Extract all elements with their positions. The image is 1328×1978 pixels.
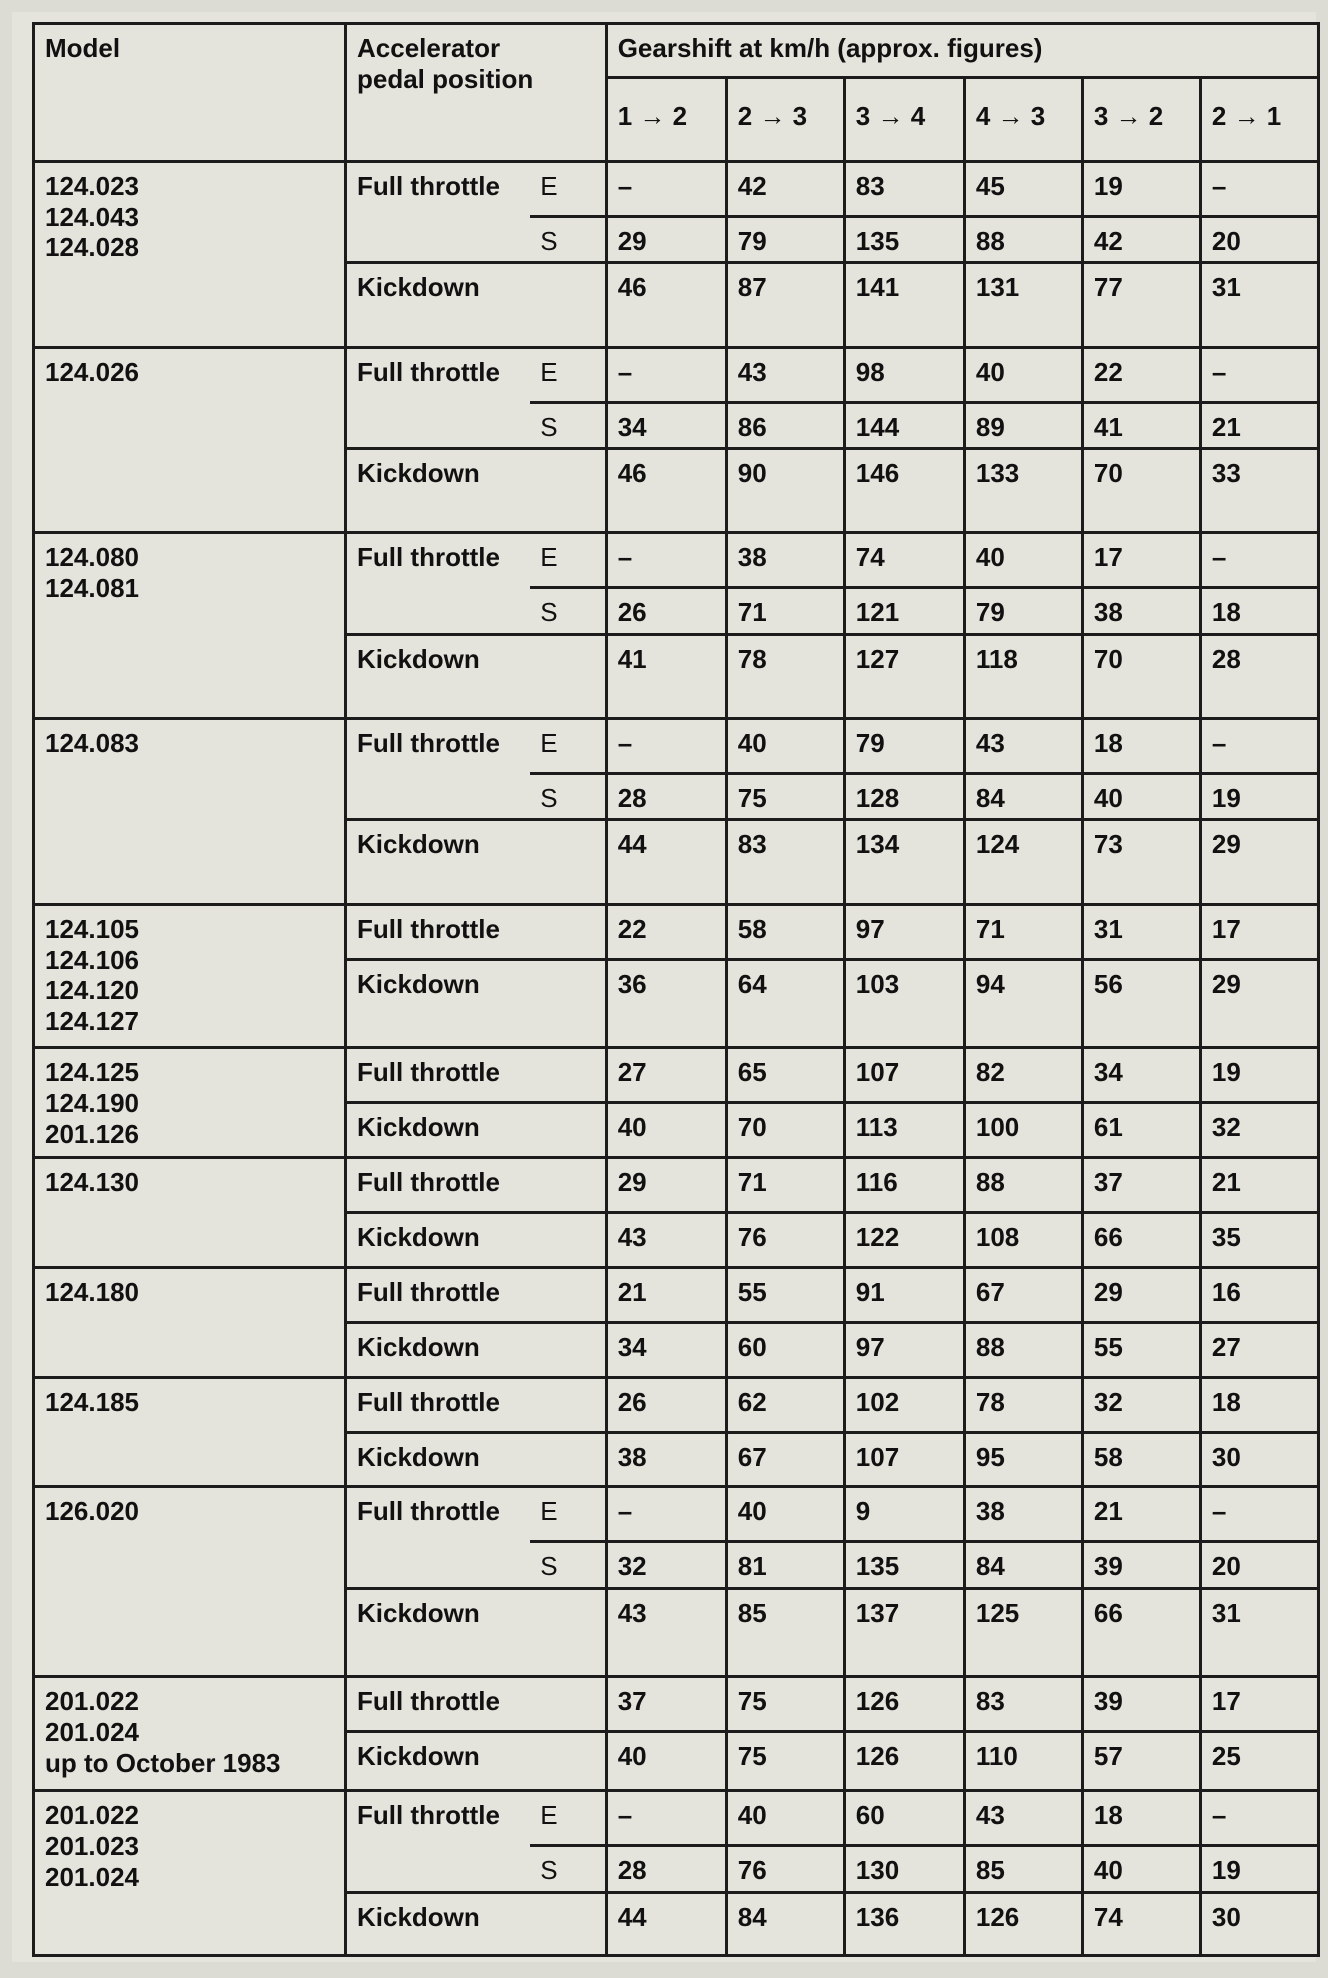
model-number: up to October 1983 [45,1747,281,1778]
mode-cell: S [530,774,606,820]
speed-value: 41 [1082,402,1200,448]
pedal-position-cell: Full throttle [346,1267,607,1322]
model-number: 124.028 [45,232,139,263]
speed-value: 21 [606,1267,726,1322]
header-shift-1-2: 1 → 2 [606,78,726,162]
speed-value: 18 [1082,1791,1200,1846]
model-cell [34,1487,346,1677]
speed-value: 76 [726,1213,844,1268]
speed-value: 116 [844,1158,964,1213]
model-number: 124.043 [45,201,139,232]
speed-value: 102 [844,1377,964,1432]
speed-value: 85 [726,1588,844,1677]
speed-value: 29 [1200,820,1318,904]
speed-value: – [606,1487,726,1542]
speed-value: 103 [844,959,964,1048]
speed-value: 88 [964,1322,1082,1377]
pedal-position-cell: Full throttle [346,1487,531,1588]
speed-value: 66 [1082,1588,1200,1677]
table-row [34,533,1319,588]
speed-value: 62 [726,1377,844,1432]
speed-value: 91 [844,1267,964,1322]
speed-value: 60 [844,1791,964,1846]
speed-value: 98 [844,347,964,402]
speed-value: 79 [964,588,1082,634]
speed-value: 124 [964,820,1082,904]
mode-cell: E [530,1487,606,1542]
speed-value: 108 [964,1213,1082,1268]
speed-value: 146 [844,449,964,533]
speed-value: 83 [726,820,844,904]
table-row [34,1377,1319,1432]
speed-value: 71 [726,588,844,634]
speed-value: 60 [726,1322,844,1377]
speed-value: 29 [1200,959,1318,1048]
speed-value: 75 [726,1732,844,1791]
speed-value: 44 [606,820,726,904]
model-cell [34,904,346,1048]
speed-value: 136 [844,1892,964,1955]
speed-value: 76 [726,1846,844,1892]
table-row [34,1158,1319,1213]
speed-value: 43 [606,1213,726,1268]
table-row [34,1487,1319,1542]
speed-value: 19 [1200,1846,1318,1892]
model-number: 124.125 [45,1057,139,1088]
pedal-position-cell: Full throttle [346,904,607,959]
speed-value: 67 [726,1432,844,1487]
speed-value: 78 [964,1377,1082,1432]
speed-value: 133 [964,449,1082,533]
speed-value: 110 [964,1732,1082,1791]
model-number: 124.180 [45,1276,139,1307]
speed-value: 38 [1082,588,1200,634]
pedal-position-cell: Full throttle [346,1377,607,1432]
mode-cell: S [530,216,606,262]
speed-value: 9 [844,1487,964,1542]
speed-value: 33 [1200,449,1318,533]
speed-value: 85 [964,1846,1082,1892]
table-row [34,1048,1319,1103]
pedal-position-cell: Kickdown [346,1432,607,1487]
speed-value: 40 [1082,774,1200,820]
speed-value: 35 [1200,1213,1318,1268]
speed-value: 38 [964,1487,1082,1542]
pedal-position-cell: Full throttle [346,162,531,263]
speed-value: 42 [726,162,844,217]
speed-value: 40 [726,1791,844,1846]
model-number: 201.126 [45,1118,139,1149]
speed-value: 40 [606,1103,726,1158]
speed-value: 34 [1082,1048,1200,1103]
header-model: Model [34,24,346,162]
speed-value: 31 [1082,904,1200,959]
speed-value: 55 [1082,1322,1200,1377]
speed-value: 37 [1082,1158,1200,1213]
speed-value: 34 [606,1322,726,1377]
speed-value: 42 [1082,216,1200,262]
speed-value: 70 [726,1103,844,1158]
speed-value: 32 [1200,1103,1318,1158]
pedal-position-cell: Kickdown [346,820,607,904]
speed-value: 94 [964,959,1082,1048]
speed-value: 81 [726,1542,844,1588]
pedal-position-cell: Kickdown [346,1732,607,1791]
pedal-position-cell: Full throttle [346,1677,607,1732]
pedal-position-cell: Kickdown [346,1322,607,1377]
table-row [34,162,1319,217]
speed-value: 28 [606,1846,726,1892]
speed-value: – [606,347,726,402]
model-cell [34,1377,346,1487]
model-cell [34,533,346,719]
speed-value: 55 [726,1267,844,1322]
speed-value: 20 [1200,1542,1318,1588]
mode-cell: E [530,347,606,402]
model-number: 124.080 [45,542,139,573]
model-cell [34,162,346,348]
table-row [34,1267,1319,1322]
speed-value: 84 [964,1542,1082,1588]
speed-value: – [606,719,726,774]
pedal-position-cell: Full throttle [346,347,531,448]
speed-value: 88 [964,216,1082,262]
speed-value: 79 [844,719,964,774]
speed-value: 71 [726,1158,844,1213]
model-number: 201.022 [45,1800,139,1831]
speed-value: 75 [726,774,844,820]
model-number: 124.105 [45,913,139,944]
speed-value: 19 [1082,162,1200,217]
model-number: 201.024 [45,1717,139,1747]
speed-value: 22 [1082,347,1200,402]
pedal-position-cell: Full throttle [346,1791,531,1892]
speed-value: 40 [726,1487,844,1542]
speed-value: 46 [606,263,726,347]
speed-value: 126 [964,1892,1082,1955]
speed-value: 97 [844,1322,964,1377]
speed-value: 83 [844,162,964,217]
header-shift-2-3: 2 → 3 [726,78,844,162]
speed-value: – [1200,1487,1318,1542]
speed-value: 77 [1082,263,1200,347]
model-number: 124.190 [45,1088,139,1119]
speed-value: 125 [964,1588,1082,1677]
speed-value: 46 [606,449,726,533]
speed-value: 130 [844,1846,964,1892]
mode-cell: S [530,1846,606,1892]
speed-value: 100 [964,1103,1082,1158]
speed-value: 38 [606,1432,726,1487]
speed-value: 45 [964,162,1082,217]
pedal-position-cell: Kickdown [346,634,607,718]
model-number: 124.127 [45,1005,139,1036]
speed-value: 131 [964,263,1082,347]
speed-value: 79 [726,216,844,262]
speed-value: 121 [844,588,964,634]
speed-value: 18 [1082,719,1200,774]
speed-value: 89 [964,402,1082,448]
speed-value: 70 [1082,634,1200,718]
header-shift-3-2: 3 → 2 [1082,78,1200,162]
speed-value: 141 [844,263,964,347]
speed-value: 20 [1200,216,1318,262]
pedal-position-cell: Full throttle [346,533,531,634]
speed-value: 29 [606,1158,726,1213]
speed-value: 18 [1200,588,1318,634]
pedal-position-cell: Kickdown [346,1892,607,1955]
speed-value: 107 [844,1432,964,1487]
model-number: 126.020 [45,1496,139,1527]
speed-value: 43 [726,347,844,402]
speed-value: 28 [606,774,726,820]
speed-value: 84 [726,1892,844,1955]
speed-value: 84 [964,774,1082,820]
speed-value: 16 [1200,1267,1318,1322]
speed-value: 43 [964,719,1082,774]
speed-value: 65 [726,1048,844,1103]
speed-value: 40 [606,1732,726,1791]
speed-value: 113 [844,1103,964,1158]
speed-value: 78 [726,634,844,718]
model-cell [34,1677,346,1791]
speed-value: 134 [844,820,964,904]
pedal-position-cell: Full throttle [346,719,531,820]
speed-value: 95 [964,1432,1082,1487]
speed-value: 32 [606,1542,726,1588]
speed-value: 29 [606,216,726,262]
pedal-position-cell: Kickdown [346,263,607,347]
header-shift-2-1: 2 → 1 [1200,78,1318,162]
document-page [12,12,1316,1962]
speed-value: 17 [1200,904,1318,959]
mode-cell: E [530,162,606,217]
speed-value: 27 [606,1048,726,1103]
speed-value: 126 [844,1732,964,1791]
speed-value: 34 [606,402,726,448]
speed-value: 61 [1082,1103,1200,1158]
model-cell [34,1158,346,1268]
speed-value: 36 [606,959,726,1048]
speed-value: – [1200,1791,1318,1846]
mode-cell: S [530,402,606,448]
speed-value: 56 [1082,959,1200,1048]
speed-value: 74 [844,533,964,588]
speed-value: 31 [1200,1588,1318,1677]
speed-value: 22 [606,904,726,959]
speed-value: 75 [726,1677,844,1732]
speed-value: 73 [1082,820,1200,904]
header-shift-4-3: 4 → 3 [964,78,1082,162]
model-number: 201.022 [45,1686,139,1717]
speed-value: 97 [844,904,964,959]
speed-value: 38 [726,533,844,588]
speed-value: 30 [1200,1432,1318,1487]
speed-value: – [1200,719,1318,774]
gearshift-table [32,22,1320,1957]
speed-value: 144 [844,402,964,448]
speed-value: – [1200,162,1318,217]
speed-value: – [1200,533,1318,588]
header-pedal [346,24,607,162]
speed-value: 67 [964,1267,1082,1322]
speed-value: 21 [1200,402,1318,448]
speed-value: 64 [726,959,844,1048]
speed-value: – [606,162,726,217]
pedal-position-cell: Full throttle [346,1158,607,1213]
speed-value: 40 [1082,1846,1200,1892]
speed-value: 32 [1082,1377,1200,1432]
speed-value: 17 [1082,533,1200,588]
speed-value: 21 [1200,1158,1318,1213]
model-cell [34,347,346,533]
header-pedal-line1: Accelerator [357,33,501,63]
pedal-position-cell: Kickdown [346,449,607,533]
speed-value: 57 [1082,1732,1200,1791]
model-cell [34,1791,346,1956]
speed-value: 31 [1200,263,1318,347]
speed-value: 17 [1200,1677,1318,1732]
mode-cell: E [530,719,606,774]
speed-value: 126 [844,1677,964,1732]
speed-value: 43 [964,1791,1082,1846]
model-number: 124.185 [45,1386,139,1417]
model-number: 124.130 [45,1167,139,1198]
speed-value: 90 [726,449,844,533]
speed-value: 127 [844,634,964,718]
header-gearshift: Gearshift at km/h (approx. figures) [606,24,1318,78]
speed-value: 30 [1200,1892,1318,1955]
model-number: 201.023 [45,1830,139,1861]
speed-value: 82 [964,1048,1082,1103]
model-number: 124.106 [45,944,139,975]
speed-value: 70 [1082,449,1200,533]
speed-value: 88 [964,1158,1082,1213]
model-number: 124.120 [45,975,139,1006]
speed-value: 87 [726,263,844,347]
mode-cell: S [530,1542,606,1588]
speed-value: 86 [726,402,844,448]
pedal-position-cell: Full throttle [346,1048,607,1103]
speed-value: – [606,1791,726,1846]
speed-value: 118 [964,634,1082,718]
speed-value: 29 [1082,1267,1200,1322]
table-body [34,162,1319,1956]
pedal-position-cell: Kickdown [346,959,607,1048]
pedal-position-cell: Kickdown [346,1588,607,1677]
speed-value: 39 [1082,1542,1200,1588]
mode-cell: E [530,1791,606,1846]
speed-value: 135 [844,216,964,262]
speed-value: 58 [726,904,844,959]
table-row [34,1791,1319,1846]
speed-value: 21 [1082,1487,1200,1542]
table-row [34,904,1319,959]
speed-value: 40 [964,533,1082,588]
mode-cell: E [530,533,606,588]
speed-value: 74 [1082,1892,1200,1955]
model-cell [34,1048,346,1158]
speed-value: 43 [606,1588,726,1677]
speed-value: 37 [606,1677,726,1732]
model-number: 124.083 [45,728,139,759]
speed-value: 19 [1200,1048,1318,1103]
model-number: 124.026 [45,356,139,387]
speed-value: 39 [1082,1677,1200,1732]
model-number: 124.023 [45,171,139,201]
table-row [34,1677,1319,1732]
speed-value: – [606,533,726,588]
speed-value: 135 [844,1542,964,1588]
speed-value: 128 [844,774,964,820]
speed-value: 26 [606,1377,726,1432]
model-cell [34,719,346,905]
speed-value: – [1200,347,1318,402]
speed-value: 58 [1082,1432,1200,1487]
speed-value: 18 [1200,1377,1318,1432]
model-cell [34,1267,346,1377]
speed-value: 40 [964,347,1082,402]
speed-value: 40 [726,719,844,774]
model-number: 124.081 [45,573,139,604]
table-row [34,347,1319,402]
mode-cell: S [530,588,606,634]
speed-value: 122 [844,1213,964,1268]
header-pedal-line2: pedal position [357,63,534,94]
speed-value: 25 [1200,1732,1318,1791]
table-row [34,719,1319,774]
speed-value: 27 [1200,1322,1318,1377]
speed-value: 66 [1082,1213,1200,1268]
speed-value: 28 [1200,634,1318,718]
speed-value: 83 [964,1677,1082,1732]
speed-value: 107 [844,1048,964,1103]
header-shift-3-4: 3 → 4 [844,78,964,162]
model-number: 201.024 [45,1861,139,1892]
speed-value: 41 [606,634,726,718]
speed-value: 44 [606,1892,726,1955]
pedal-position-cell: Kickdown [346,1213,607,1268]
speed-value: 19 [1200,774,1318,820]
speed-value: 71 [964,904,1082,959]
pedal-position-cell: Kickdown [346,1103,607,1158]
speed-value: 26 [606,588,726,634]
speed-value: 137 [844,1588,964,1677]
